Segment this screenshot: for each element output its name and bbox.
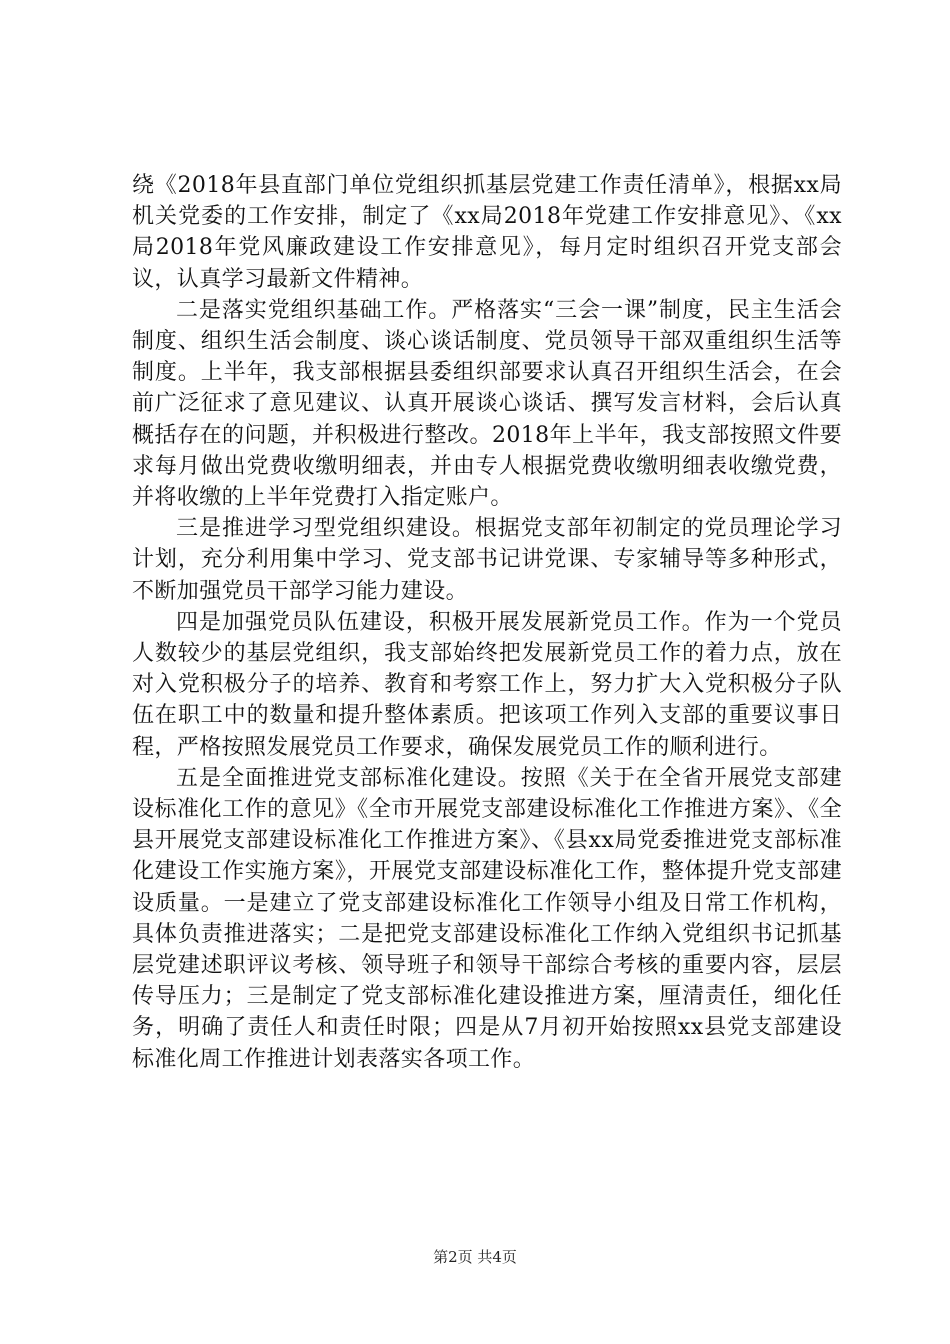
paragraph-three: 三是推进学习型党组织建设。根据党支部年初制定的党员理论学习计划，充分利用集中学习、党支部书记讲党课、专家辅导等多种形式，不断加强党员干部学习能力建设。	[132, 516, 842, 604]
paragraph-five: 五是全面推进党支部标准化建设。按照《关于在全省开展党支部建设标准化工作的意见》《全市开展党支部建设标准化工作推进方案》、《全县开展党支部建设标准化工作推进方案》、《县xx局党委推进党支部标准化建设工作实施方案》，开展党支部建设标准化工作，整体提升党支部建设质量。一是建立了党支部建设标准化工作领导小组及日常工作机构，具体负责推进落实；二是把党支部建设标准化工作纳入党组织书记抓基层党建述职评议考核、领导班子和领导干部综合考核的重要内容，层层传导压力；三是制定了党支部标准化建设推进方案，厘清责任，细化任务，明确了责任人和责任时限；四是从7月初开始按照xx县党支部建设标准化周工作推进计划表落实各项工作。	[132, 765, 842, 1072]
document-body	[132, 170, 842, 1075]
paragraph-two: 二是落实党组织基础工作。严格落实“三会一课”制度，民主生活会制度、组织生活会制度、谈心谈话制度、党员领导干部双重组织生活等制度。上半年，我支部根据县委组织部要求认真召开组织生活会，在会前广泛征求了意见建议、认真开展谈心谈话、撰写发言材料，会后认真概括存在的问题，并积极进行整改。2018年上半年，我支部按照文件要求每月做出党费收缴明细表，并由专人根据党费收缴明细表收缴党费，并将收缴的上半年党费打入指定账户。	[132, 297, 842, 511]
paragraph-continuation: 绕《2018年县直部门单位党组织抓基层党建工作责任清单》，根据xx局机关党委的工作安排，制定了《xx局2018年党建工作安排意见》、《xx局2018年党风廉政建设工作安排意见》，每月定时组织召开党支部会议，认真学习最新文件精神。	[132, 173, 842, 292]
paragraph-four: 四是加强党员队伍建设，积极开展发展新党员工作。作为一个党员人数较少的基层党组织，我支部始终把发展新党员工作的着力点，放在对入党积极分子的培养、教育和考察工作上，努力扩大入党积极分子队伍在职工中的数量和提升整体素质。把该项工作列入支部的重要议事日程，严格按照发展党员工作要求，确保发展党员工作的顺利进行。	[132, 609, 842, 760]
page-number-footer: 第2页 共4页	[433, 1248, 517, 1266]
